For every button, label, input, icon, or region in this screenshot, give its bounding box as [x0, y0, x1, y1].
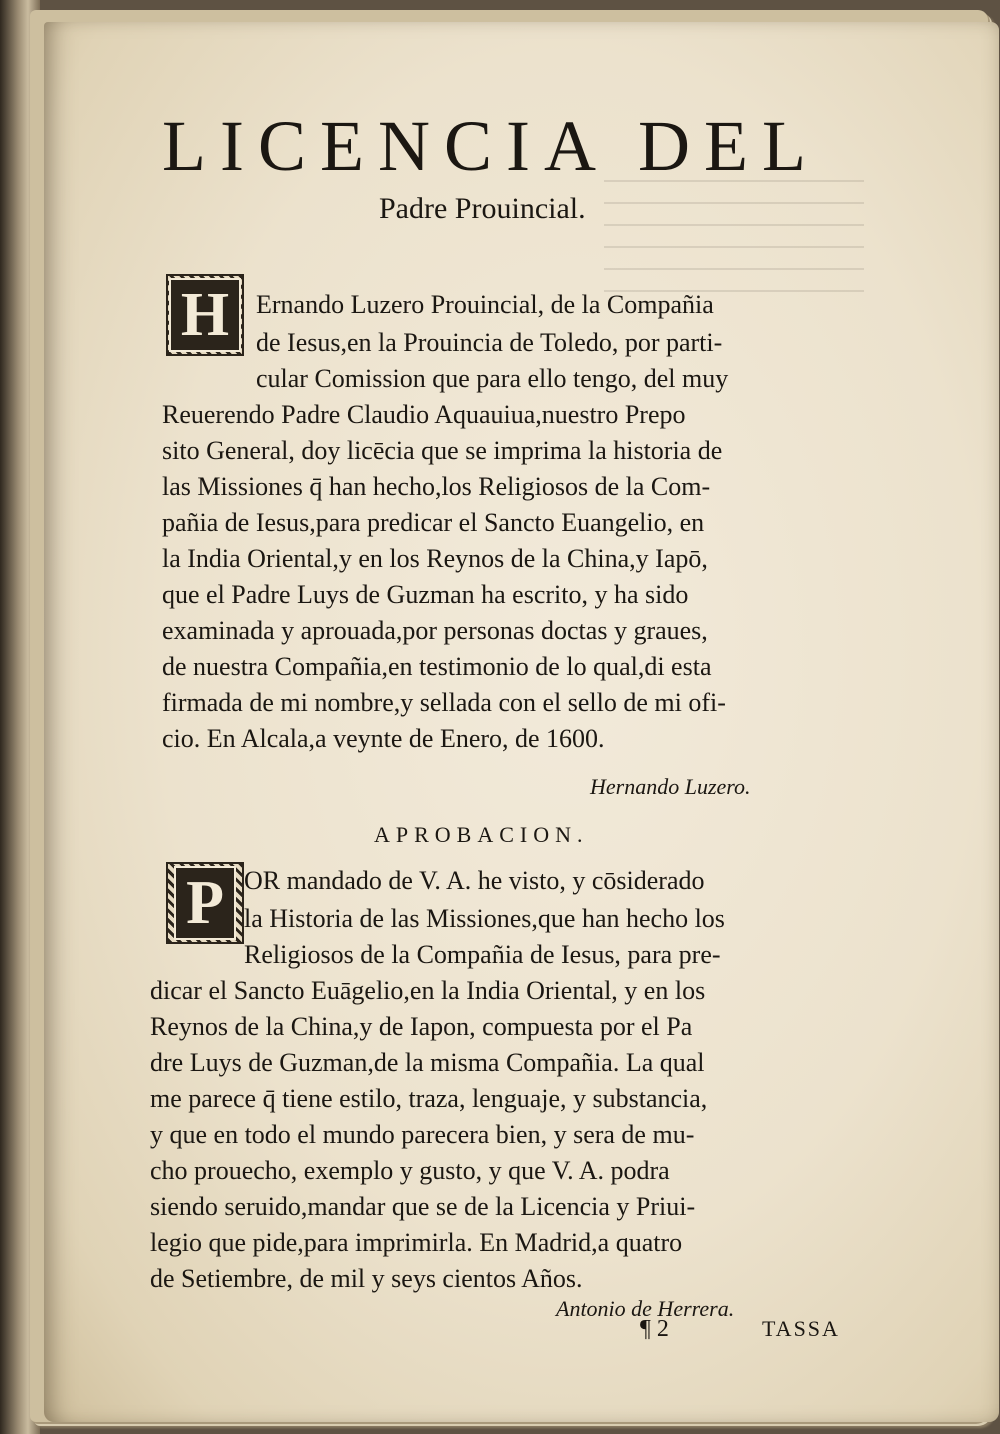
aprobacion-signature: Antonio de Herrera.	[556, 1296, 735, 1321]
drop-cap-letter: H	[169, 278, 241, 352]
licencia-line: sito General, doy licēcia que se imprima la historia de	[162, 436, 723, 465]
licencia-line: firmada de mi nombre,y sellada con el sello de mi ofi-	[162, 688, 726, 717]
section-heading: APROBACION.	[374, 822, 589, 847]
aprobacion-line: y que en todo el mundo parecera bien, y sera de mu-	[150, 1120, 695, 1149]
drop-cap-h-icon	[166, 274, 244, 356]
aprobacion-line: de Setiembre, de mil y seys cientos Años.	[150, 1264, 583, 1293]
aprobacion-line: me parece q̄ tiene estilo, traza, lenguaje, y substancia,	[150, 1084, 708, 1113]
aprobacion-line: Reynos de la China,y de Iapon, compuesta por el Pa	[150, 1012, 693, 1041]
page-stack	[30, 10, 988, 1422]
signature-mark: ¶ 2	[640, 1316, 669, 1342]
drop-cap-p-icon	[166, 862, 244, 944]
aprobacion-line: OR mandado de V. A. he visto, y cōsiderado	[244, 866, 705, 895]
book-page	[44, 22, 999, 1422]
aprobacion-line: legio que pide,para imprimirla. En Madrid,a quatro	[150, 1228, 683, 1257]
show-through-text	[604, 172, 864, 292]
page-subtitle: Padre Prouincial.	[379, 192, 586, 225]
licencia-line: las Missiones q̄ han hecho,los Religiosos de la Com-	[162, 472, 711, 501]
aprobacion-line: Religiosos de la Compañia de Iesus, para pre-	[244, 940, 721, 969]
licencia-line: Ernando Luzero Prouincial, de la Compañia	[256, 290, 714, 319]
licencia-line: la India Oriental,y en los Reynos de la China,y Iapō,	[162, 544, 708, 573]
licencia-line: que el Padre Luys de Guzman ha escrito, y ha sido	[162, 580, 689, 609]
licencia-line: cular Comission que para ello tengo, del muy	[256, 364, 729, 393]
aprobacion-line: la Historia de las Missiones,que han hecho los	[244, 904, 725, 933]
aprobacion-line: dre Luys de Guzman,de la misma Compañia. La qual	[150, 1048, 705, 1077]
licencia-line: examinada y aprouada,por personas doctas y graues,	[162, 616, 708, 645]
licencia-line: de nuestra Compañia,en testimonio de lo qual,di esta	[162, 652, 712, 681]
aprobacion-line: dicar el Sancto Euāgelio,en la India Oriental, y en los	[150, 976, 706, 1005]
catchword: TASSA	[762, 1316, 840, 1341]
licencia-signature: Hernando Luzero.	[590, 774, 751, 799]
aprobacion-line: cho prouecho, exemplo y gusto, y que V. A. podra	[150, 1156, 670, 1185]
page-title: LICENCIA DEL	[162, 106, 820, 186]
licencia-line: Reuerendo Padre Claudio Aquauiua,nuestro Prepo	[162, 400, 686, 429]
drop-cap-letter: P	[174, 866, 236, 940]
licencia-line: pañia de Iesus,para predicar el Sancto Euangelio, en	[162, 508, 705, 537]
licencia-line: de Iesus,en la Prouincia de Toledo, por parti-	[256, 328, 723, 357]
aprobacion-line: siendo seruido,mandar que se de la Licencia y Priui-	[150, 1192, 696, 1221]
licencia-line: cio. En Alcala,a veynte de Enero, de 1600.	[162, 724, 605, 753]
